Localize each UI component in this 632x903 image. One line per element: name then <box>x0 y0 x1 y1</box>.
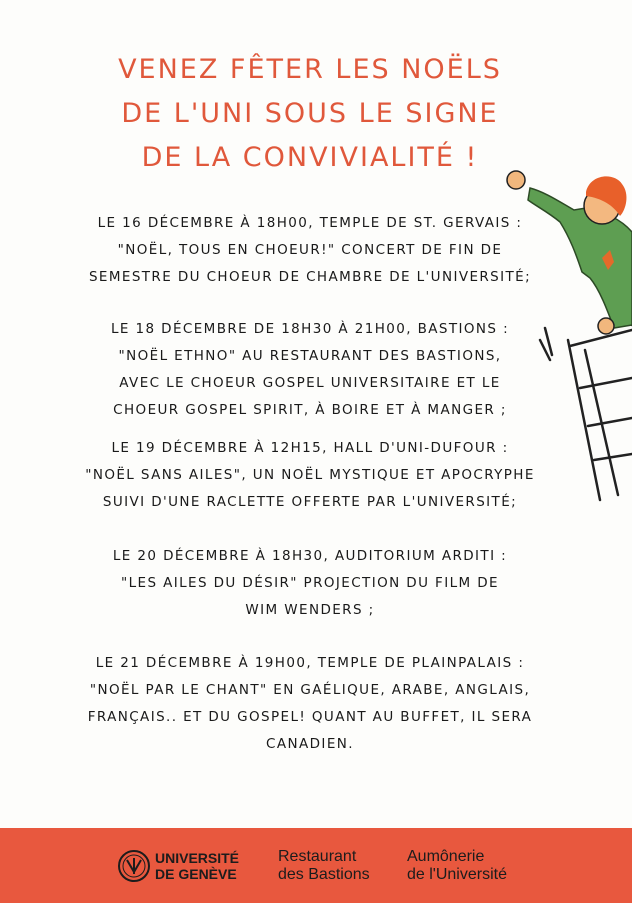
event-line: AVEC LE CHOEUR GOSPEL UNIVERSITAIRE ET LE <box>119 375 501 391</box>
title-line: VENEZ FÊTER LES NOËLS <box>118 54 502 85</box>
event-line: WIM WENDERS ; <box>245 602 375 618</box>
event-item <box>40 316 580 424</box>
restaurant-name-line: des Bastions <box>278 866 370 883</box>
event-line: LE 20 DÉCEMBRE À 18H30, AUDITORIUM ARDITI : <box>112 548 508 564</box>
event-line: LE 18 DÉCEMBRE DE 18H30 À 21H00, BASTIONS : <box>110 321 510 337</box>
event-line: LE 16 DÉCEMBRE À 18H00, TEMPLE DE ST. GERVAIS : <box>97 215 523 231</box>
event-line: "NOËL, TOUS EN CHOEUR!" CONCERT DE FIN DE <box>117 242 503 258</box>
restaurant-logo <box>278 848 370 884</box>
event-line: CANADIEN. <box>266 736 354 752</box>
event-line: "NOËL PAR LE CHANT" EN GAÉLIQUE, ARABE, ANGLAIS, <box>89 682 531 698</box>
event-line: LE 21 DÉCEMBRE À 19H00, TEMPLE DE PLAINPALAIS : <box>95 655 525 671</box>
event-line: CHOEUR GOSPEL SPIRIT, À BOIRE ET À MANGER ; <box>113 402 507 418</box>
title-line: DE L'UNI SOUS LE SIGNE <box>121 98 499 129</box>
event-line: "NOËL SANS AILES", UN NOËL MYSTIQUE ET APOCRYPHE <box>85 467 535 483</box>
event-line: FRANÇAIS.. ET DU GOSPEL! QUANT AU BUFFET, IL SERA <box>87 709 533 725</box>
event-line: SUIVI D'UNE RACLETTE OFFERTE PAR L'UNIVERSITÉ; <box>102 494 518 510</box>
event-line: LE 19 DÉCEMBRE À 12H15, HALL D'UNI-DUFOUR : <box>111 440 509 456</box>
university-name-line: UNIVERSITÉ <box>155 850 240 866</box>
aumonerie-logo <box>407 848 507 884</box>
event-line: "NOËL ETHNO" AU RESTAURANT DES BASTIONS, <box>118 348 502 364</box>
university-name <box>155 850 239 882</box>
aumonerie-name-line: Aumônerie <box>407 848 485 865</box>
restaurant-name-line: Restaurant <box>278 848 357 865</box>
event-line: "LES AILES DU DÉSIR" PROJECTION DU FILM DE <box>120 575 499 591</box>
footer-bar <box>0 828 632 903</box>
event-item <box>40 210 580 291</box>
aumonerie-name-line: de l'Université <box>407 866 507 883</box>
university-seal-icon <box>118 850 150 882</box>
event-item <box>40 543 580 624</box>
event-item <box>40 650 580 758</box>
event-item <box>40 435 580 516</box>
university-logo <box>118 848 258 884</box>
university-name-line: DE GENÈVE <box>155 866 237 882</box>
event-line: SEMESTRE DU CHOEUR DE CHAMBRE DE L'UNIVERSITÉ; <box>88 269 532 285</box>
title-line: DE LA CONVIVIALITÉ ! <box>141 142 479 173</box>
